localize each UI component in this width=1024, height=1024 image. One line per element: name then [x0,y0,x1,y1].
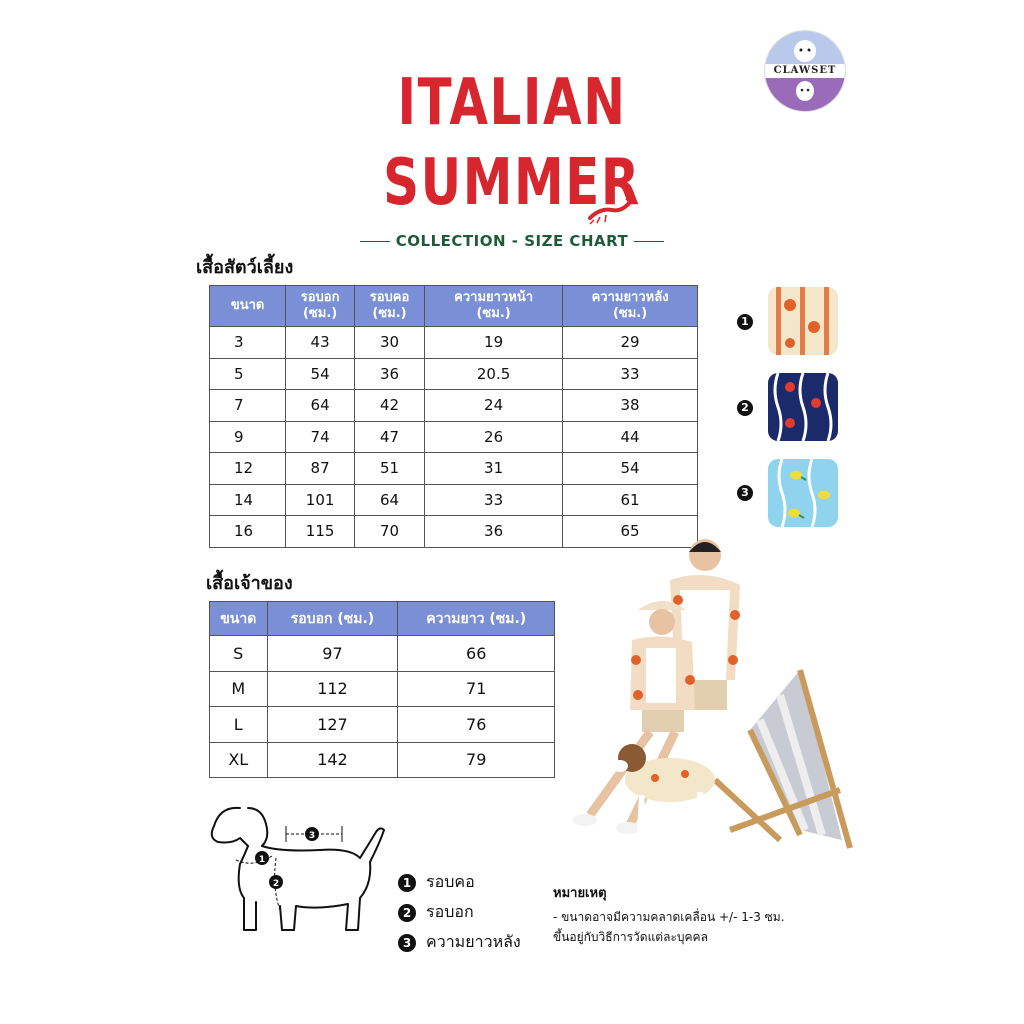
owner-table-cell: 127 [267,707,398,743]
owner-table-cell: M [210,671,268,707]
owner-table-row [210,671,555,707]
owner-table-row [210,707,555,743]
dog-outline-icon [212,808,384,930]
pattern-swatch-lobster [768,287,838,355]
pattern-number-2: 2 [737,400,753,416]
pet-table-cell: 44 [563,421,698,453]
pet-table-cell: 101 [286,484,355,516]
pet-table-cell: 12 [210,453,286,485]
pet-col-header: ความยาวหน้า (ซม.) [425,286,563,327]
pet-table-cell: 64 [354,484,424,516]
pet-table-cell: 20.5 [425,358,563,390]
owner-table-cell: 79 [398,742,555,778]
pet-table-cell: 9 [210,421,286,453]
pet-table-cell: 61 [563,484,698,516]
pet-table-cell: 16 [210,516,286,548]
pet-table-cell: 30 [354,327,424,359]
owner-section-heading: เสื้อเจ้าของ [206,573,293,594]
owner-col-header: ความยาว (ซม.) [398,602,555,636]
owner-table-cell: 112 [267,671,398,707]
pet-table-cell: 24 [425,390,563,422]
owner-table-cell: XL [210,742,268,778]
pet-table-cell: 51 [354,453,424,485]
pet-table-cell: 14 [210,484,286,516]
tomato-pattern-icon [768,373,838,441]
pet-table-cell: 42 [354,390,424,422]
pet-table-cell: 3 [210,327,286,359]
pet-table-cell: 36 [425,516,563,548]
lifestyle-photo [550,530,870,850]
note-box [553,882,853,947]
dog-measurement-diagram [200,798,390,948]
lobster-pattern-icon [768,287,838,355]
pet-col-header: ความยาวหลัง (ซม.) [563,286,698,327]
pet-table-row [210,390,698,422]
legend-chest: 2 รอบอก [398,900,474,925]
title-line-2: SUMMER [383,146,641,220]
note-line-2: ขึ้นอยู่กับวิธีการวัดแต่ละบุคคล [553,930,708,944]
owner-table-cell: 66 [398,636,555,672]
owner-table-cell: 142 [267,742,398,778]
marker-chest-number: 2 [272,879,280,889]
pet-table-row [210,358,698,390]
brand-name: CLAWSET [765,64,845,78]
pattern-number-3: 3 [737,485,753,501]
pet-table-cell: 43 [286,327,355,359]
owner-table-cell: 76 [398,707,555,743]
pet-col-header: รอบคอ (ซม.) [354,286,424,327]
pet-table-cell: 65 [563,516,698,548]
marker-back-number: 3 [308,831,316,841]
marker-chest [269,875,283,889]
pet-table-cell: 74 [286,421,355,453]
owner-table-cell: S [210,636,268,672]
pattern-number-1: 1 [737,314,753,330]
owner-col-header: ขนาด [210,602,268,636]
pet-table-row [210,421,698,453]
pet-table-cell: 19 [425,327,563,359]
legend-back-length: 3 ความยาวหลัง [398,930,521,955]
pet-col-header: ขนาด [210,286,286,327]
owner-table-cell: 97 [267,636,398,672]
marker-back [305,827,319,841]
owner-table-cell: 71 [398,671,555,707]
lemon-pattern-icon [768,459,838,527]
beach-chair-icon [715,670,850,848]
note-title: หมายเหตุ [553,886,607,901]
pet-size-table [209,285,698,548]
pet-table-row [210,453,698,485]
note-line-1: - ขนาดอาจมีความคลาดเคลื่อน +/- 1-3 ซม. [553,910,785,924]
pet-table-cell: 47 [354,421,424,453]
owner-table-cell: L [210,707,268,743]
pattern-swatch-tomato [768,373,838,441]
title-line-1: ITALIAN [397,66,627,140]
pet-table-cell: 115 [286,516,355,548]
pet-table-row [210,327,698,359]
lobster-icon [586,190,636,226]
pet-table-row [210,484,698,516]
pet-table-cell: 54 [286,358,355,390]
pet-section-heading: เสื้อสัตว์เลี้ยง [196,257,294,278]
pet-table-cell: 33 [425,484,563,516]
marker-neck-number: 1 [258,855,266,865]
poodle-icon [789,37,821,65]
pet-table-cell: 87 [286,453,355,485]
owner-size-table [209,601,555,778]
owner-table-row [210,742,555,778]
legend-neck: 1 รอบคอ [398,870,475,895]
pet-table-cell: 38 [563,390,698,422]
subtitle: COLLECTION - SIZE CHART [0,232,1024,250]
pet-table-cell: 26 [425,421,563,453]
pet-table-cell: 7 [210,390,286,422]
pattern-swatch-lemon [768,459,838,527]
pet-table-cell: 36 [354,358,424,390]
pet-table-cell: 33 [563,358,698,390]
pet-table-cell: 5 [210,358,286,390]
pet-table-cell: 31 [425,453,563,485]
owner-table-row [210,636,555,672]
pet-col-header: รอบอก (ซม.) [286,286,355,327]
marker-neck [255,851,269,865]
pet-table-cell: 29 [563,327,698,359]
owner-col-header: รอบอก (ซม.) [267,602,398,636]
pet-table-cell: 54 [563,453,698,485]
pet-table-cell: 64 [286,390,355,422]
pet-table-cell: 70 [354,516,424,548]
